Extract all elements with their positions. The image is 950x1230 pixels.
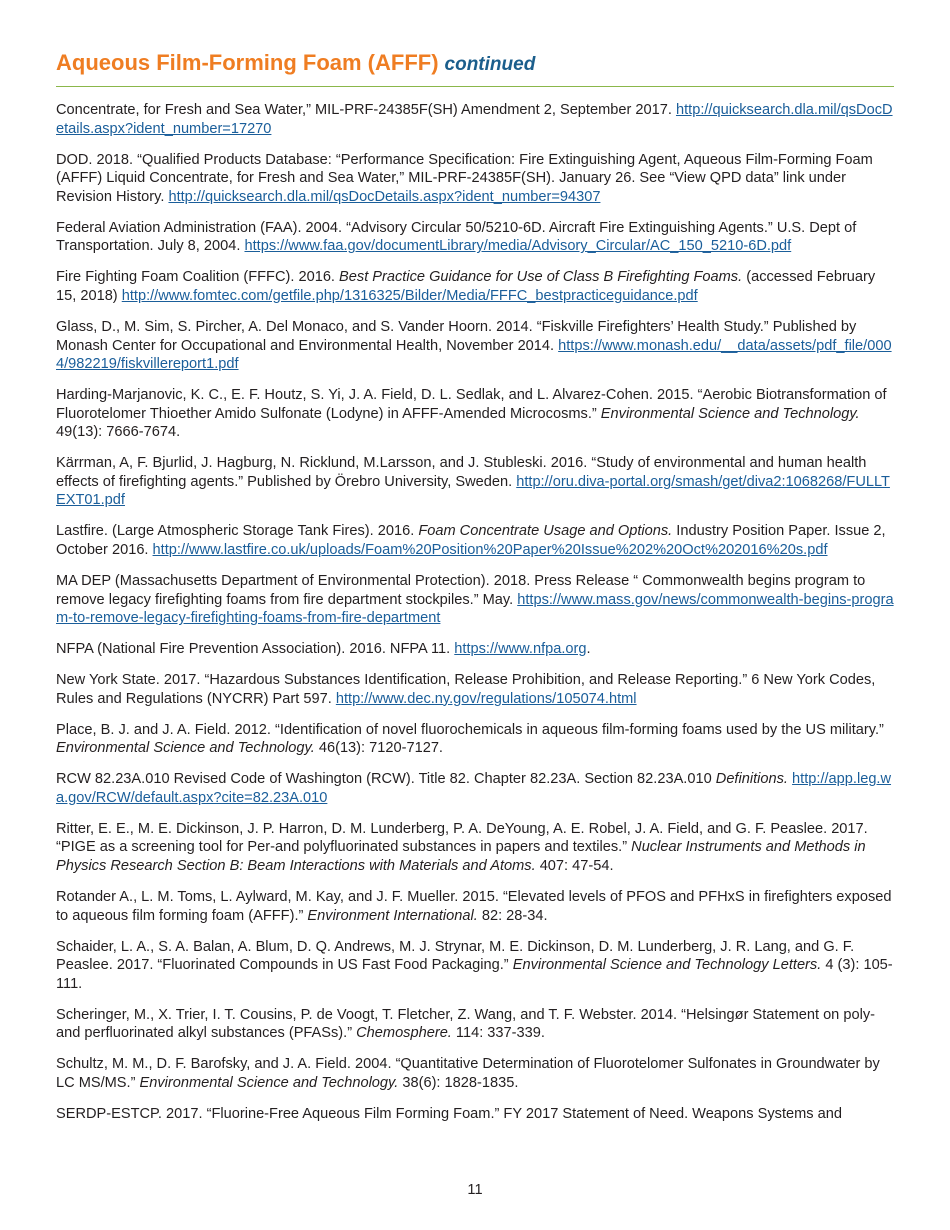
reference-source-title: Environmental Science and Technology.: [600, 405, 860, 422]
reference-text: (accessed February 15, 2018): [56, 269, 876, 304]
reference-entry: [56, 572, 894, 628]
reference-entry: [56, 1105, 894, 1124]
reference-source-title: Foam Concentrate Usage and Options.: [418, 523, 673, 540]
reference-link[interactable]: http://oru.diva-portal.org/smash/get/diva2:1068268/FULLTEXT01.pdf: [56, 473, 890, 509]
reference-text: SERDP-ESTCP. 2017. “Fluorine-Free Aqueous Film Forming Foam.” FY 2017 Statement of Need. Weapons Systems and: [56, 1105, 842, 1122]
reference-link[interactable]: https://www.mass.gov/news/commonwealth-begins-program-to-remove-legacy-firefighting-foams-from-fire-department: [56, 591, 894, 627]
reference-text: 407: 47-54.: [535, 858, 614, 875]
reference-entry: [56, 888, 894, 925]
reference-text: 82: 28-34.: [477, 907, 548, 924]
reference-entry: [56, 268, 894, 305]
reference-link[interactable]: http://www.lastfire.co.uk/uploads/Foam%20Position%20Paper%20Issue%202%20Oct%202016%20s.pdf: [152, 542, 828, 559]
reference-source-title: Environment International.: [307, 907, 478, 924]
reference-entry: [56, 101, 894, 138]
reference-link[interactable]: http://www.fomtec.com/getfile.php/1316325/Bilder/Media/FFFC_bestpracticeguidance.pdf: [121, 287, 698, 304]
reference-text: Federal Aviation Administration (FAA). 2004. “Advisory Circular 50/5210-6D. Aircraft Fire Extinguishing Agents.” U.S. Dept of Transportation. July 8, 2004.: [56, 219, 857, 255]
reference-entry: [56, 820, 894, 876]
reference-text: 114: 337-339.: [451, 1025, 545, 1042]
reference-source-title: Environmental Science and Technology Letters.: [512, 957, 822, 974]
reference-link[interactable]: http://www.dec.ny.gov/regulations/105074.html: [335, 690, 637, 707]
reference-source-title: Nuclear Instruments and Methods in Physics Research Section B: Beam Interactions with Materials and Atoms.: [56, 839, 866, 875]
reference-entry: [56, 1006, 894, 1043]
reference-link[interactable]: https://www.monash.edu/__data/assets/pdf_file/0004/982219/fiskvillereport1.pdf: [56, 337, 892, 373]
reference-source-title: Definitions.: [715, 771, 788, 788]
reference-text: Schultz, M. M., D. F. Barofsky, and J. A. Field. 2004. “Quantitative Determination of Fluorotelomer Sulfonates in Groundwater by LC MS/MS.”: [56, 1056, 880, 1091]
reference-text: Place, B. J. and J. A. Field. 2012. “Identification of novel fluorochemicals in aqueous film-forming foams used by the US military.”: [56, 721, 884, 738]
reference-text: MA DEP (Massachusetts Department of Environmental Protection). 2018. Press Release “ Commonwealth begins program to remove legacy firefighting foams from fire department stockpiles.” May.: [56, 573, 866, 608]
reference-text: Industry Position Paper. Issue 2, October 2016.: [56, 523, 886, 559]
reference-text: Harding-Marjanovic, K. C., E. F. Houtz, S. Yi, J. A. Field, D. L. Sedlak, and L. Alvarez-Cohen. 2015. “Aerobic Biotransformation of Fluorotelomer Thioether Amido Sulfonate (Lodyne) in AFFF-Amended Microcosms.”: [56, 387, 887, 422]
reference-link[interactable]: http://app.leg.wa.gov/RCW/default.aspx?cite=82.23A.010: [56, 771, 892, 806]
reference-entry: [56, 671, 894, 708]
reference-text: Lastfire. (Large Atmospheric Storage Tank Fires). 2016.: [56, 523, 419, 540]
reference-text: 38(6): 1828-1835.: [398, 1074, 519, 1091]
reference-text: Scheringer, M., X. Trier, I. T. Cousins, P. de Voogt, T. Fletcher, Z. Wang, and T. F. Webster. 2014. “Helsingør Statement on poly- and perfluorinated alkyl substances (PFASs).”: [56, 1006, 875, 1042]
reference-text: New York State. 2017. “Hazardous Substances Identification, Release Prohibition, and Release Reporting.” 6 New York Codes, Rules and Regulations (NYCRR) Part 597.: [56, 672, 876, 707]
title-text: Aqueous Film-Forming Foam (AFFF): [56, 50, 439, 75]
reference-text: 4 (3): 105-111.: [56, 957, 893, 992]
reference-entry: [56, 522, 894, 559]
reference-link[interactable]: https://www.nfpa.org: [454, 641, 587, 658]
reference-text: 49(13): 7666-7674.: [56, 424, 181, 441]
reference-link[interactable]: https://www.faa.gov/documentLibrary/media/Advisory_Circular/AC_150_5210-6D.pdf: [244, 238, 792, 255]
reference-source-title: Best Practice Guidance for Use of Class B Firefighting Foams.: [339, 269, 743, 286]
reference-text: Concentrate, for Fresh and Sea Water,” MIL-PRF-24385F(SH) Amendment 2, September 2017.: [56, 102, 676, 118]
reference-source-title: Environmental Science and Technology.: [56, 740, 315, 757]
reference-text: .: [586, 641, 591, 658]
reference-entry: [56, 938, 894, 994]
continued-label: continued: [444, 54, 536, 75]
reference-entry: [56, 640, 894, 659]
reference-link[interactable]: http://quicksearch.dla.mil/qsDocDetails.aspx?ident_number=94307: [168, 188, 601, 205]
reference-entry: [56, 721, 894, 758]
reference-entry: [56, 454, 894, 510]
reference-text: NFPA (National Fire Prevention Association). 2016. NFPA 11.: [56, 641, 455, 658]
reference-text: Kärrman, A, F. Bjurlid, J. Hagburg, N. Ricklund, M.Larsson, and J. Stubleski. 2016. “Study of environmental and human health effects of firefighting agents.” Published by Örebro University, Sweden.: [56, 455, 867, 490]
reference-text: Schaider, L. A., S. A. Balan, A. Blum, D. Q. Andrews, M. J. Strynar, M. E. Dickinson, D. M. Lunderberg, J. R. Lang, and G. F. Peaslee. 2017. “Fluorinated Compounds in US Fast Food Packaging.”: [56, 938, 855, 974]
reference-entry: [56, 1055, 894, 1092]
reference-entry: [56, 151, 894, 207]
reference-entry: [56, 770, 894, 807]
reference-text: DOD. 2018. “Qualified Products Database: “Performance Specification: Fire Extinguishing Agent, Aqueous Film-Forming Foam (AFFF) Liquid Concentrate, for Fresh and Sea Water,” MIL-PRF-24385F(SH). January 26. See “View QPD data” link under Revision History.: [56, 151, 873, 205]
page-title: [56, 48, 894, 87]
page-content: [56, 48, 894, 1136]
reference-source-title: Chemosphere.: [356, 1025, 452, 1042]
reference-link[interactable]: http://quicksearch.dla.mil/qsDocDetails.aspx?ident_number=17270: [56, 102, 893, 137]
reference-source-title: Environmental Science and Technology.: [139, 1074, 399, 1091]
page-number: 11: [467, 1182, 483, 1198]
reference-entry: [56, 386, 894, 442]
reference-text: RCW 82.23A.010 Revised Code of Washington (RCW). Title 82. Chapter 82.23A. Section 82.23A.010: [56, 771, 716, 788]
reference-text: Rotander A., L. M. Toms, L. Aylward, M. Kay, and J. F. Mueller. 2015. “Elevated levels of PFOS and PFHxS in firefighters exposed to aqueous film forming foam (AFFF).”: [56, 889, 892, 924]
reference-entry: [56, 318, 894, 374]
reference-text: Ritter, E. E., M. E. Dickinson, J. P. Harron, D. M. Lunderberg, P. A. DeYoung, A. E. Robel, J. A. Field, and G. F. Peaslee. 2017. “PIGE as a screening tool for Per-and polyfluorinated substances in papers and textiles.”: [56, 820, 868, 856]
reference-text: 46(13): 7120-7127.: [314, 740, 443, 757]
reference-entry: [56, 219, 894, 256]
reference-text: Glass, D., M. Sim, S. Pircher, A. Del Monaco, and S. Vander Hoorn. 2014. “Fiskville Firefighters’ Health Study.” Published by Monash Center for Occupational and Environmental Health, November 2014.: [56, 318, 857, 354]
reference-list: [56, 101, 894, 1124]
reference-text: Fire Fighting Foam Coalition (FFFC). 2016.: [56, 269, 340, 286]
